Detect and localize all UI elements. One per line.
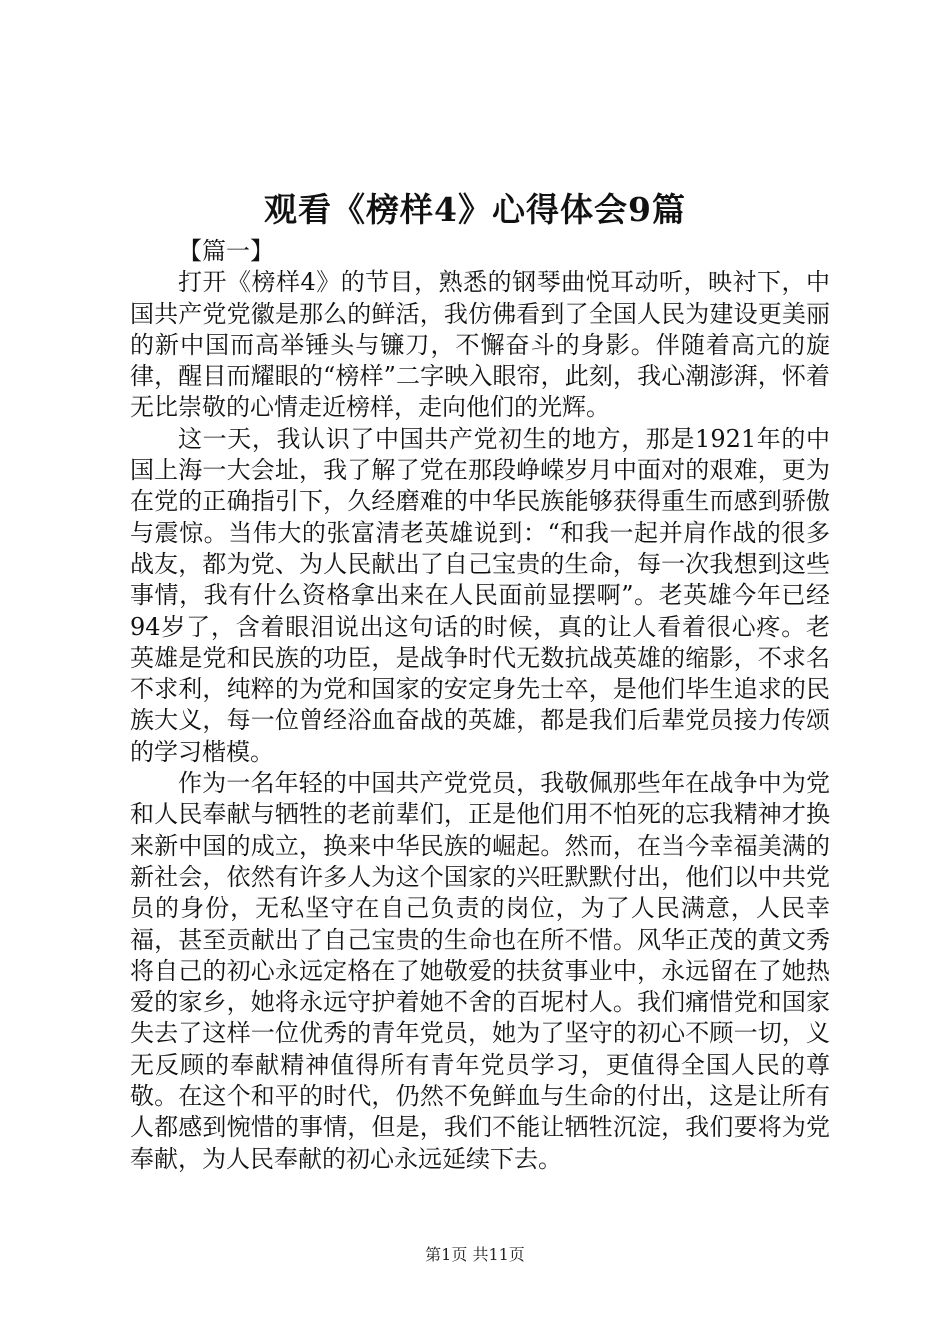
paragraph-3: 作为一名年轻的中国共产党党员，我敬佩那些年在战争中为党和人民奉献与牺牲的老前辈们，正是他们用不怕死的忘我精神才换来新中国的成立，换来中华民族的崛起。然而，在当今幸福美满的新社会，依然有许多人为这个国家的兴旺默默付出，他们以中共党员的身份，无私坚守在自己负责的岗位，为了人民满意，人民幸福，甚至贡献出了自己宝贵的生命也在所不惜。风华正茂的黄文秀将自己的初心永远定格在了她敬爱的扶贫事业中，永远留在了她热爱的家乡，她将永远守护着她不舍的百坭村人。我们痛惜党和国家失去了这样一位优秀的青年党员，她为了坚守的初心不顾一切，义无反顾的奉献精神值得所有青年党员学习，更值得全国人民的尊敬。在这个和平的时代，仍然不免鲜血与生命的付出，这是让所有人都感到惋惜的事情，但是，我们不能让牺牲沉淀，我们要将为党奉献，为人民奉献的初心永远延续下去。 (130, 769, 830, 1173)
paragraph-1: 打开《榜样4》的节目，熟悉的钢琴曲悦耳动听，映衬下，中国共产党党徽是那么的鲜活，我仿佛看到了全国人民为建设更美丽的新中国而高举锤头与镰刀，不懈奋斗的身影。伴随着高亢的旋律，醒目而耀眼的“榜样”二字映入眼帘，此刻，我心潮澎湃，怀着无比崇敬的心情走近榜样，走向他们的光辉。 (130, 268, 830, 422)
section-heading: 【篇一】 (178, 237, 274, 265)
page-number-footer: 第1页 共11页 (425, 1245, 525, 1264)
paragraph-2: 这一天，我认识了中国共产党初生的地方，那是1921年的中国上海一大会址，我了解了党在那段峥嵘岁月中面对的艰难，更为在党的正确指引下，久经磨难的中华民族能够获得重生而感到骄傲与震惊。当伟大的张富清老英雄说到：“和我一起并肩作战的很多战友，都为党、为人民献出了自己宝贵的生命，每一次我想到这些事情，我有什么资格拿出来在人民面前显摆啊”。老英雄今年已经94岁了，含着眼泪说出这句话的时候，真的让人看着很心疼。老英雄是党和民族的功臣，是战争时代无数抗战英雄的缩影，不求名不求利，纯粹的为党和国家的安定身先士卒，是他们毕生追求的民族大义，每一位曾经浴血奋战的英雄，都是我们后辈党员接力传颂的学习楷模。 (130, 424, 830, 766)
document-body (130, 236, 830, 1175)
document-title: 观看《榜样4》心得体会9篇 (264, 190, 686, 229)
